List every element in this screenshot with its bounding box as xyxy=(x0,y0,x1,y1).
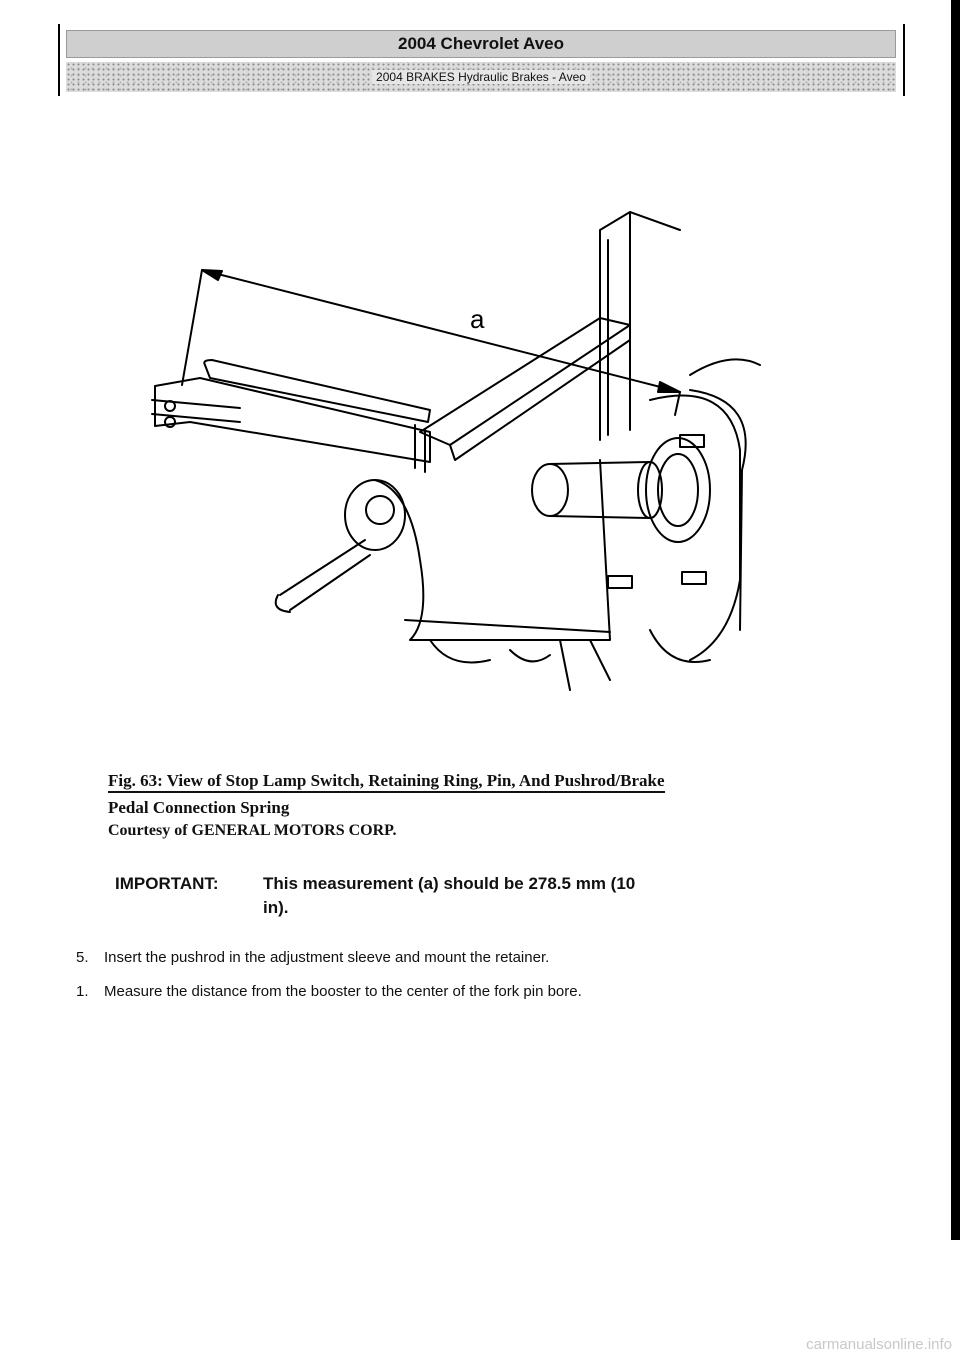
procedure-step xyxy=(76,948,876,968)
step-text: Measure the distance from the booster to the center of the fork pin bore. xyxy=(104,983,582,1000)
important-text-1: This measurement (a) should be 278.5 mm (10 xyxy=(263,874,636,893)
dimension-label: a xyxy=(470,304,485,334)
figure-caption-courtesy: Courtesy of GENERAL MOTORS CORP. xyxy=(108,822,397,839)
document-title: 2004 Chevrolet Aveo xyxy=(66,30,896,58)
figure-caption-title xyxy=(108,770,868,792)
document-subtitle-text: 2004 BRAKES Hydraulic Brakes - Aveo xyxy=(372,70,590,84)
document-subtitle xyxy=(66,62,896,92)
figure-caption-line2: Pedal Connection Spring xyxy=(108,798,290,817)
header-right-rule xyxy=(903,24,905,96)
brake-pushrod-illustration xyxy=(130,200,770,700)
step-text: Insert the pushrod in the adjustment sleeve and mount the retainer. xyxy=(104,949,550,966)
cross-bar xyxy=(420,318,630,460)
procedure-step xyxy=(76,982,876,1002)
booster-assembly xyxy=(532,359,760,660)
important-note xyxy=(115,872,775,920)
right-edge-bar xyxy=(951,0,960,1240)
important-label: IMPORTANT: xyxy=(115,874,219,893)
step-number: 5. xyxy=(76,949,89,966)
important-note-line1 xyxy=(115,872,775,896)
pushrod xyxy=(152,360,430,472)
pedal-bracket xyxy=(276,460,710,690)
important-text-2: in). xyxy=(263,898,289,917)
step-number: 1. xyxy=(76,983,89,1000)
watermark-link[interactable]: carmanualsonline.info xyxy=(806,1336,952,1353)
pedal-arm xyxy=(600,212,680,440)
header-left-rule xyxy=(58,24,60,96)
figure-caption-title-text: Fig. 63: View of Stop Lamp Switch, Retaining Ring, Pin, And Pushrod/Brake xyxy=(108,771,665,793)
